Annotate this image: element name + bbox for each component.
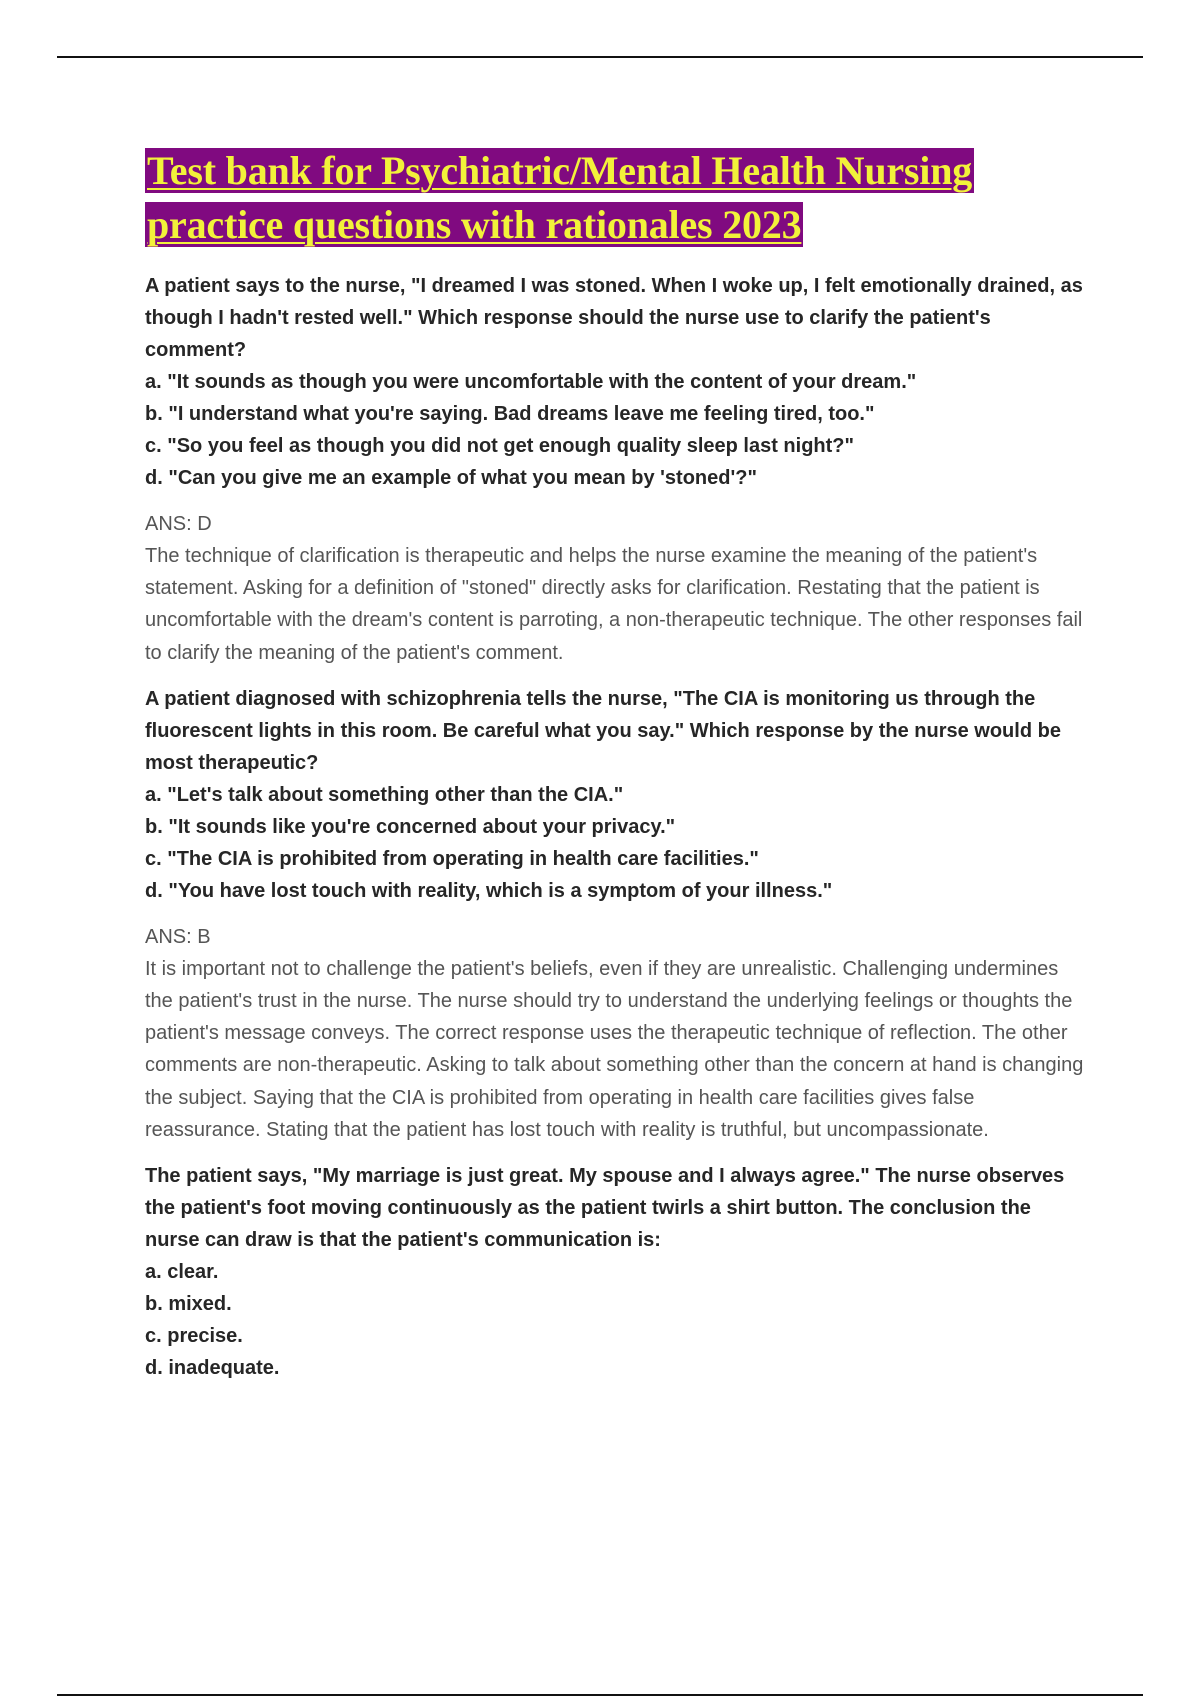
bottom-divider: [57, 1694, 1143, 1696]
question-stem: The patient says, "My marriage is just great. My spouse and I always agree." The nurse observes the patient's foot moving continuously as the patient twirls a shirt button. The conclusion the nurse can draw is that the patient's communication is:: [145, 1165, 1065, 1252]
answer-option-c: c. precise.: [145, 1325, 243, 1348]
question-stem: A patient diagnosed with schizophrenia tells the nurse, "The CIA is monitoring us through the fluorescent lights in this room. Be careful what you say." Which response by the nurse would be most therapeutic?: [145, 687, 1061, 774]
answer-option-b: b. "I understand what you're saying. Bad dreams leave me feeling tired, too.": [145, 403, 875, 425]
question-block-3: [145, 1160, 1085, 1384]
answer-option-b: b. mixed.: [145, 1293, 232, 1316]
document-body: [145, 144, 1085, 1398]
question-block-1: [145, 270, 1085, 669]
answer-option-a: a. "Let's talk about something other than the CIA.": [145, 783, 624, 806]
answer-options: [145, 779, 1085, 907]
answer-option-d: d. inadequate.: [145, 1357, 280, 1380]
answer-option-d: d. "Can you give me an example of what you mean by 'stoned'?": [145, 467, 757, 489]
answer-option-b: b. "It sounds like you're concerned about your privacy.": [145, 815, 676, 838]
rationale-text: The technique of clarification is therapeutic and helps the nurse examine the meaning of the patient's statement. Asking for a definition of "stoned" directly asks for clarification. Restating that the patient is uncomfortable with the dream's content is parroting, a non-therapeutic technique. The other responses fail to clarify the meaning of the patient's comment.: [145, 545, 1083, 664]
answer-option-a: a. "It sounds as though you were uncomfortable with the content of your dream.": [145, 371, 917, 393]
document-title-text: Test bank for Psychiatric/Mental Health Nursing practice questions with rationales 2023: [147, 148, 973, 247]
answer-option-c: c. "So you feel as though you did not get enough quality sleep last night?": [145, 435, 854, 457]
answer-options: [145, 1256, 1085, 1384]
rationale-text: It is important not to challenge the patient's beliefs, even if they are unrealistic. Challenging undermines the patient's trust in the nurse. The nurse should try to understand the underlying feelings or thoughts the patient's message conveys. The correct response uses the therapeutic technique of reflection. The other comments are non-therapeutic. Asking to talk about something other than the concern at hand is changing the subject. Saying that the CIA is prohibited from operating in health care facilities gives false reassurance. Stating that the patient has lost touch with reality is truthful, but uncompassionate.: [145, 957, 1084, 1141]
answer-options: [145, 366, 1085, 494]
document-title: [145, 144, 1085, 252]
answer-option-c: c. "The CIA is prohibited from operating in health care facilities.": [145, 847, 759, 870]
answer-key: ANS: D: [145, 513, 212, 535]
answer-key: ANS: B: [145, 925, 211, 948]
top-divider: [57, 56, 1143, 58]
question-stem: A patient says to the nurse, "I dreamed I was stoned. When I woke up, I felt emotionally drained, as though I hadn't rested well." Which response should the nurse use to clarify the patient's comment?: [145, 275, 1083, 361]
question-block-2: [145, 683, 1085, 1146]
answer-option-d: d. "You have lost touch with reality, which is a symptom of your illness.": [145, 879, 833, 902]
answer-option-a: a. clear.: [145, 1261, 219, 1284]
